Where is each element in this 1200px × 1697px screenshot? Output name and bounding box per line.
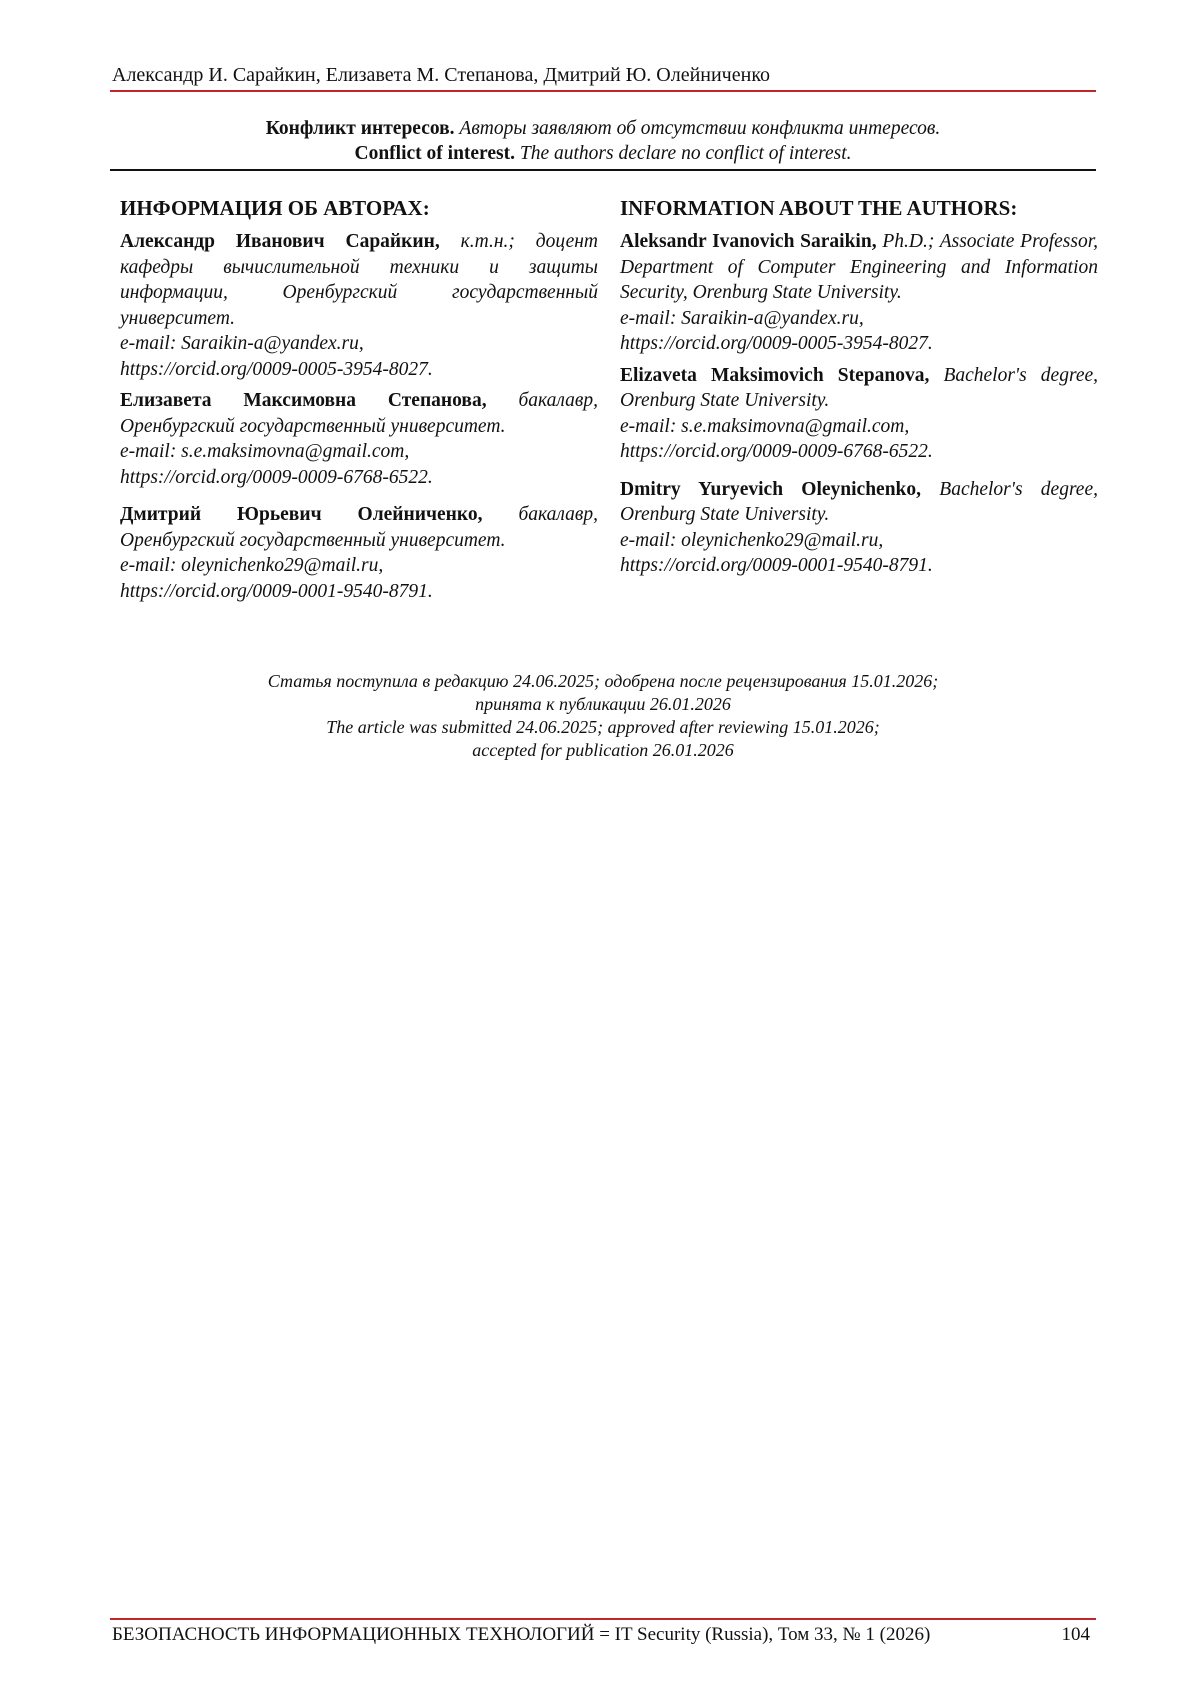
conflict-en-label: Conflict of interest. (354, 143, 515, 164)
author-role: Bachelor's degree, Orenburg State University. (620, 478, 1098, 525)
author-role: Ph.D.; Associate Professor, Department of Computer Engineering and Information Security, Orenburg State University. (620, 231, 1099, 303)
author-en-oleynichenko (620, 477, 1098, 579)
author-email: e-mail: Saraikin-a@yandex.ru, (620, 307, 864, 329)
running-header: Александр И. Сарайкин, Елизавета М. Степанова, Дмитрий Ю. Олейниченко (112, 64, 771, 86)
author-en-saraikin (620, 229, 1098, 357)
author-name: Александр Иванович Сарайкин, (120, 231, 440, 252)
dates-en-line-2: accepted for publication 26.01.2026 (472, 740, 734, 760)
author-name: Dmitry Yuryevich Oleynichenko, (620, 478, 922, 500)
author-en-stepanova (620, 363, 1098, 465)
author-orcid: https://orcid.org/0009-0009-6768-6522. (620, 441, 933, 462)
authors-en-heading: INFORMATION ABOUT THE AUTHORS: (620, 196, 1018, 220)
author-name: Елизавета Максимовна Степанова, (120, 390, 487, 411)
journal-citation: БЕЗОПАСНОСТЬ ИНФОРМАЦИОННЫХ ТЕХНОЛОГИЙ = IT Security (Russia), Том 33, № 1 (2026) (112, 1624, 931, 1645)
article-dates (110, 670, 1096, 762)
authors-en-column (620, 195, 1098, 585)
header-divider (110, 90, 1096, 92)
author-email: e-mail: s.e.maksimovna@gmail.com, (620, 415, 910, 437)
author-role: Bachelor's degree, Orenburg State University. (620, 364, 1099, 411)
conflict-of-interest-block (110, 116, 1096, 166)
authors-ru-heading: ИНФОРМАЦИЯ ОБ АВТОРАХ: (120, 196, 430, 220)
author-role: к.т.н.; доцент кафедры вычислительной техники и защиты информации, Оренбургский государственный университет. (120, 231, 598, 329)
author-orcid: https://orcid.org/0009-0005-3954-8027. (120, 358, 433, 380)
footer-divider (110, 1618, 1096, 1620)
author-ru-saraikin (120, 229, 598, 382)
author-role: бакалавр, Оренбургский государственный университет. (120, 504, 598, 551)
author-name: Дмитрий Юрьевич Олейниченко, (120, 504, 483, 525)
author-name: Aleksandr Ivanovich Saraikin, (620, 231, 877, 252)
author-orcid: https://orcid.org/0009-0001-9540-8791. (120, 580, 433, 602)
dates-en-line-1: The article was submitted 24.06.2025; approved after reviewing 15.01.2026; (326, 717, 880, 737)
conflict-divider (110, 169, 1096, 171)
dates-ru-line-2: принята к публикации 26.01.2026 (475, 694, 731, 714)
conflict-ru-label: Конфликт интересов. (265, 118, 455, 139)
conflict-en-text: The authors declare no conflict of interest. (519, 143, 852, 164)
authors-ru-column (120, 195, 598, 610)
author-name: Elizaveta Maksimovich Stepanova, (620, 364, 930, 386)
conflict-ru-text: Авторы заявляют об отсутствии конфликта интересов. (459, 118, 941, 139)
conflict-en (110, 141, 1096, 166)
author-email: e-mail: oleynichenko29@mail.ru, (120, 555, 384, 576)
author-ru-stepanova (120, 388, 598, 490)
author-email: e-mail: Saraikin-a@yandex.ru, (120, 333, 364, 354)
conflict-ru (110, 116, 1096, 141)
running-footer (112, 1623, 1096, 1647)
dates-ru-line-1: Статья поступила в редакцию 24.06.2025; одобрена после рецензирования 15.01.2026; (267, 671, 939, 691)
author-role: бакалавр, Оренбургский государственный университет. (120, 390, 599, 437)
author-email: e-mail: s.e.maksimovna@gmail.com, (120, 441, 410, 462)
author-orcid: https://orcid.org/0009-0001-9540-8791. (620, 555, 933, 576)
author-email: e-mail: oleynichenko29@mail.ru, (620, 529, 884, 551)
page-number: 104 (1061, 1624, 1090, 1645)
author-orcid: https://orcid.org/0009-0009-6768-6522. (120, 466, 433, 488)
author-orcid: https://orcid.org/0009-0005-3954-8027. (620, 333, 933, 354)
author-ru-oleynichenko (120, 502, 598, 604)
